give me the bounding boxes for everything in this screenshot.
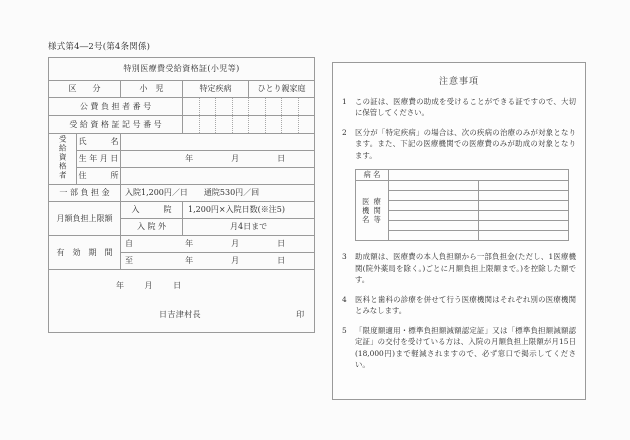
copay-value	[121, 185, 315, 202]
number-cell[interactable]	[216, 116, 233, 133]
institution-cell[interactable]	[479, 221, 569, 231]
holder-address-value[interactable]	[121, 168, 315, 185]
notes-panel	[332, 62, 586, 400]
table-row	[49, 202, 315, 219]
validity-to-line	[121, 253, 314, 269]
note-text: 区分が「特定疾病」の場合は、次の疾病の治療のみが対象となります。また、下記の医療機関での医療費のみが助成の対象となります。	[355, 127, 576, 160]
note-number: 5	[342, 325, 347, 335]
table-row	[356, 181, 569, 191]
validity-from-marker: 自	[125, 239, 133, 249]
category-single-parent: ひとり親家庭	[249, 81, 315, 98]
table-row	[49, 134, 315, 151]
public-payer-number-field[interactable]	[183, 98, 315, 116]
holder-name-value[interactable]	[121, 134, 315, 151]
holder-vertical-text: 受給資格者	[58, 135, 68, 181]
table-row	[49, 58, 315, 81]
institution-cell[interactable]	[389, 191, 479, 201]
validity-to-marker: 至	[125, 256, 133, 266]
note-text: 助成額は、医療費の本人負担額から一部負担金(ただし、1医療機関(院外薬局を除く。)ごとに月額負担上限額まで。)を控除した額です。	[355, 252, 576, 285]
institution-cell[interactable]	[479, 211, 569, 221]
holder-birthdate-value[interactable]	[121, 151, 315, 168]
eligibility-number-label: 受 給 資 格 証 記 号 番 号	[49, 116, 183, 134]
monthly-cap-inpatient-value: 1,200円×入院日数(※注5)	[183, 202, 315, 219]
validity-from-year: 年	[185, 239, 194, 249]
institution-label-text: 医 療 機 関 名 等	[362, 197, 382, 225]
validity-from[interactable]	[121, 236, 315, 253]
table-row	[356, 170, 569, 181]
holder-address-label: 住 所	[77, 168, 121, 185]
validity-from-day: 日	[277, 239, 286, 249]
number-cells	[183, 98, 314, 115]
number-cell[interactable]	[299, 116, 315, 133]
institution-cell[interactable]	[389, 221, 479, 231]
note-text: この証は、医療費の助成を受けることができる証ですので、大切に保管してください。	[355, 97, 576, 118]
birth-day: 日	[277, 154, 286, 164]
validity-to-year: 年	[185, 256, 194, 266]
monthly-cap-outpatient-value: 月4日まで	[183, 219, 315, 236]
category-specific-disease: 特定疾病	[183, 81, 249, 98]
copay-outpatient: 通院530円／回	[203, 188, 260, 198]
note-item-4	[342, 294, 576, 317]
table-row	[49, 185, 315, 202]
note-number: 2	[342, 127, 347, 137]
table-row	[49, 168, 315, 185]
issuer-name: 日吉津村長	[159, 310, 201, 319]
note-item-3	[342, 251, 576, 285]
notes-title: 注意事項	[438, 77, 479, 87]
note-number: 3	[342, 252, 347, 262]
monthly-cap-label: 月額負担上限額	[49, 202, 121, 236]
number-cell[interactable]	[216, 98, 233, 115]
holder-birthdate-label: 生 年 月 日	[77, 151, 121, 168]
validity-to[interactable]	[121, 253, 315, 270]
institution-label	[356, 181, 389, 241]
note-number: 4	[342, 294, 347, 304]
institution-cell[interactable]	[479, 191, 569, 201]
table-row	[49, 270, 315, 333]
certificate-table	[48, 57, 315, 333]
note-text: 医科と歯科の診療を併せて行う医療機関はそれぞれ別の医療機関とみなします。	[355, 294, 576, 316]
number-cell[interactable]	[266, 116, 283, 133]
number-cell[interactable]	[282, 98, 299, 115]
validity-to-day: 日	[277, 256, 286, 266]
certificate-column	[48, 40, 314, 333]
category-child: 小 児	[121, 81, 183, 98]
number-cell[interactable]	[282, 116, 299, 133]
number-cell[interactable]	[183, 116, 200, 133]
institution-cell[interactable]	[389, 231, 479, 241]
table-row	[49, 116, 315, 134]
number-cells	[183, 116, 314, 133]
number-cell[interactable]	[233, 116, 250, 133]
note-number: 1	[342, 97, 347, 106]
birth-year: 年	[185, 154, 194, 164]
note-item-5	[342, 325, 576, 371]
public-payer-number-label: 公 費 負 担 者 番 号	[49, 98, 183, 116]
number-cell[interactable]	[249, 116, 266, 133]
number-cell[interactable]	[233, 98, 250, 115]
note-text: 「限度額適用・標準負担額減額認定証」又は「標準負担額減額認定証」の交付を受けている方は、入院の月額負担上限額が月15日(18,000円)まで軽減されますので、必ず窓口で掲示してください。	[355, 325, 576, 370]
disease-name-value[interactable]	[389, 170, 569, 181]
issue-date	[107, 281, 190, 290]
category-label: 区 分	[49, 81, 121, 98]
issue-month: 月	[144, 281, 153, 290]
eligibility-number-field[interactable]	[183, 116, 315, 134]
signature-block	[49, 270, 315, 333]
number-cell[interactable]	[200, 98, 217, 115]
table-row	[49, 81, 315, 98]
copay-line	[121, 185, 314, 201]
institution-table	[355, 169, 569, 241]
validity-label: 有 効 期 間	[49, 236, 121, 270]
institution-cell[interactable]	[389, 181, 479, 191]
number-cell[interactable]	[200, 116, 217, 133]
validity-from-month: 月	[231, 239, 240, 249]
validity-to-month: 月	[231, 256, 240, 266]
number-cell[interactable]	[266, 98, 283, 115]
form-number: 様式第4―2号(第4条関係)	[48, 42, 151, 52]
holder-name-label: 氏 名	[77, 134, 121, 151]
note-item-2	[342, 127, 576, 161]
holder-vertical-label	[49, 134, 77, 185]
table-row	[49, 98, 315, 116]
number-cell[interactable]	[183, 98, 200, 115]
monthly-cap-inpatient-label: 入 院	[121, 202, 183, 219]
seal-mark: 印	[296, 310, 305, 319]
note-item-1	[342, 96, 576, 119]
validity-to-ymd	[141, 256, 314, 265]
issue-day: 日	[173, 281, 182, 290]
table-row	[49, 151, 315, 168]
institution-cell[interactable]	[479, 181, 569, 191]
institution-cell[interactable]	[479, 201, 569, 211]
institution-cell[interactable]	[479, 231, 569, 241]
validity-from-ymd	[141, 239, 314, 248]
number-cell[interactable]	[299, 98, 315, 115]
birth-month: 月	[231, 154, 240, 164]
table-row	[49, 236, 315, 253]
issue-year: 年	[116, 281, 124, 290]
number-cell[interactable]	[249, 98, 266, 115]
institution-cell[interactable]	[389, 201, 479, 211]
institution-cell[interactable]	[389, 211, 479, 221]
copay-label: 一 部 負 担 金	[49, 185, 121, 202]
monthly-cap-outpatient-label: 入 院 外	[121, 219, 183, 236]
copay-inpatient: 入院1,200円／日	[125, 188, 188, 198]
birthdate-ymd	[121, 151, 314, 167]
validity-from-line	[121, 236, 314, 252]
certificate-title: 特別医療費受給資格証(小児等)	[49, 58, 315, 81]
disease-name-label: 病 名	[356, 170, 389, 181]
